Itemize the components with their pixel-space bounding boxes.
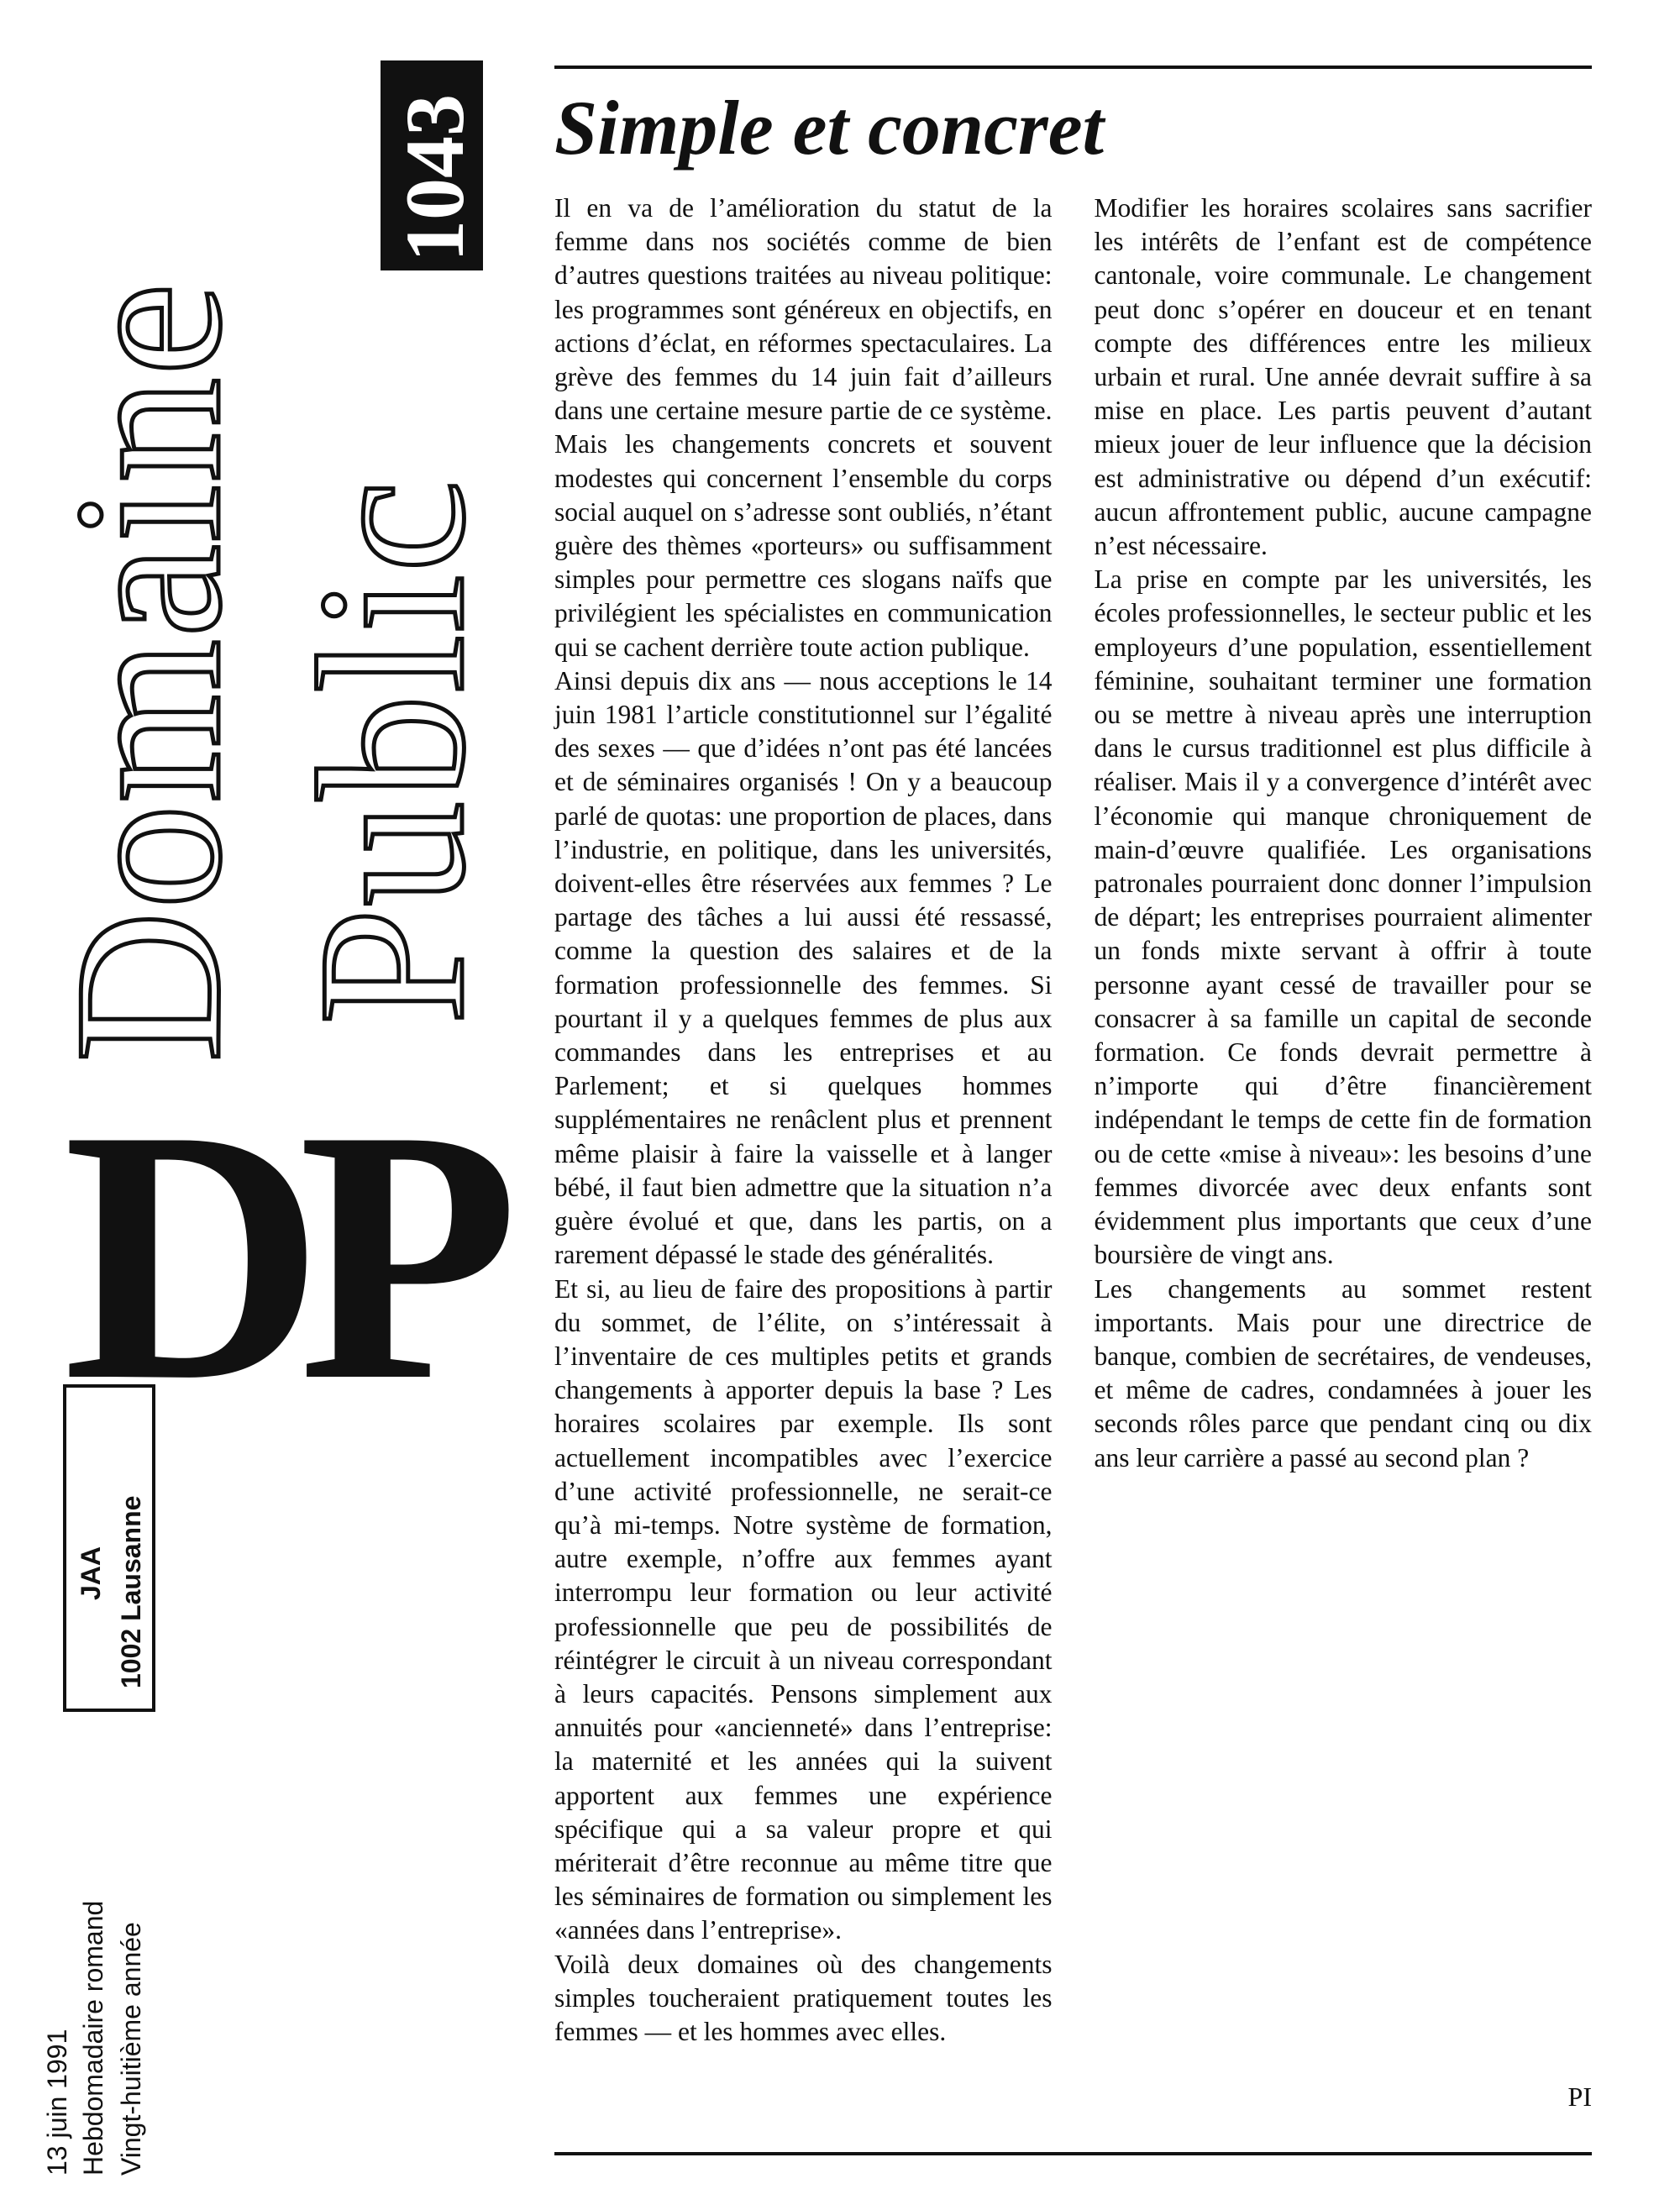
article-paragraph: La prise en compte par les universités, les écoles professionnelles, le secteur public et les employeurs d’une population, essentiellement féminine, souhaitant terminer une formation ou se mettre à niveau après une interruption dans le cursus traditionnel est plus difficile à réaliser. Mais il y a convergence d’intérêt avec l’économie qui manque chroniquement de main-d’œuvre qualifiée. Les organisations patronales pourraient donc donner l’impulsion de départ; les entreprises pourraient alimenter un fonds mixte servant à offrir à toute personne ayant cessé de travailler pour se consacrer à sa famille un capital de seconde formation. Ce fonds devrait permettre à n’importe qui d’être financièrement indépendant le temps de cette fin de formation ou de cette «mise à niveau»: les besoins d’une femmes divorcée avec deux enfants sont évidemment plus importants que ceux d’une boursière de vingt ans. xyxy=(1094,564,1592,1270)
edition-year: Vingt-huitième année xyxy=(116,1922,146,2176)
article-paragraph: Les changements au sommet restent importants. Mais pour une directrice de banque, combien de secrétaires, de vendeuses, et même de cadres, condamnées à jouer les seconds rôles parce que pendant cinq ou dix ans leur carrière a passé au second plan ? xyxy=(1094,1273,1592,1472)
article-title: Simple et concret xyxy=(554,85,1105,171)
article-body xyxy=(554,192,1592,2092)
masthead xyxy=(0,0,538,2210)
masthead-title-domaine: Domaine xyxy=(32,281,265,1063)
edition-type: Hebdomadaire romand xyxy=(78,1900,108,2176)
logo-letter-d: D xyxy=(63,1056,324,1456)
article-paragraph: Ainsi depuis dix ans — nous acceptions le 14 juin 1981 l’article constitutionnel sur l’égalité des sexes — que d’idées n’ont pas été lancées et de séminaires organisés ! On y a beaucoup parlé de quotas: une proportion de places, dans l’industrie, en politique, dans les universités, doivent-elles être réservées aux femmes ? Le partage des tâches a lui aussi été ressassé, comme la question des salaires et de la formation professionnelle des femmes. Si pourtant il y a quelques femmes de plus aux commandes dans les entreprises et au Parlement; et si quelques hommes supplémentaires ne renâclent plus et prennent même plaisir à faire la vaisselle et à langer bébé, il faut bien admettre que la situation n’a guère évolué et que, dans les partis, on a rarement dépassé le stade des généralités. xyxy=(554,665,1053,1270)
masthead-title-public: Public xyxy=(276,478,508,1025)
article-paragraph: Modifier les horaires scolaires sans sacrifier les intérêts de l’enfant est de compétence cantonale, voire communale. Le changement peut donc s’opérer en douceur et en tenant compte des différences entre les milieux urbain et rural. Une année devrait suffire à sa mise en place. Les partis peuvent d’autant mieux jouer de leur influence que la décision est administrative ou dépend d’un exécutif: aucun affrontement public, aucune campagne n’est nécessaire. xyxy=(1094,193,1592,561)
article-paragraph: Voilà deux domaines où des changements simples toucheraient pratiquement toutes les femmes — et les hommes avec elles. xyxy=(554,1949,1053,2046)
author-signature: PI xyxy=(1567,2081,1592,2112)
bottom-rule xyxy=(554,2152,1592,2155)
article-paragraph: Et si, au lieu de faire des propositions à partir du sommet, de l’élite, on s’intéressait à l’inventaire de ces multiples petits et grands changements à apporter depuis la base ? Les horaires scolaires par exemple. Ils sont actuellement incompatibles avec l’exercice d’une activité professionnelle, ne serait-ce qu’à mi-temps. Notre système de formation, autre exemple, n’offre aux femmes ayant interrompu leur formation ou leur activité professionnelle que peu de possibilités de réintégrer le circuit à un niveau correspondant à leurs capacités. Pensons simplement aux annuités pour «ancienneté» dans l’entreprise: la maternité et les années qui la suivent apportent aux femmes une expérience spécifique qui a sa valeur propre et qui mériterait d’être reconnue au même titre que les séminaires de formation ou simplement les «années dans l’entreprise». xyxy=(554,1273,1053,1945)
issue-number: 1043 xyxy=(388,94,481,262)
logo-letter-p: P xyxy=(298,1056,519,1456)
edition-date: 13 juin 1991 xyxy=(42,2029,72,2176)
mailing-code: JAA xyxy=(76,1546,106,1600)
top-rule xyxy=(554,66,1592,69)
article-paragraph: Il en va de l’amélioration du statut de la femme dans nos sociétés comme de bien d’autres questions traitées au niveau politique: les programmes sont généreux en objectifs, en actions d’éclat, en réformes spectaculaires. La grève des femmes du 14 juin fait d’ailleurs dans une certaine mesure partie de ce système. Mais les changements concrets et souvent modestes qui concernent l’ensemble du corps social auquel on s’adresse sont oubliés, n’étant guère des thèmes «porteurs» ou suffisamment simples pour permettre ces slogans naïfs que privilégient les spécialistes en communication qui se cachent derrière toute action publique. xyxy=(554,193,1053,662)
mailing-city: 1002 Lausanne xyxy=(116,1495,146,1688)
